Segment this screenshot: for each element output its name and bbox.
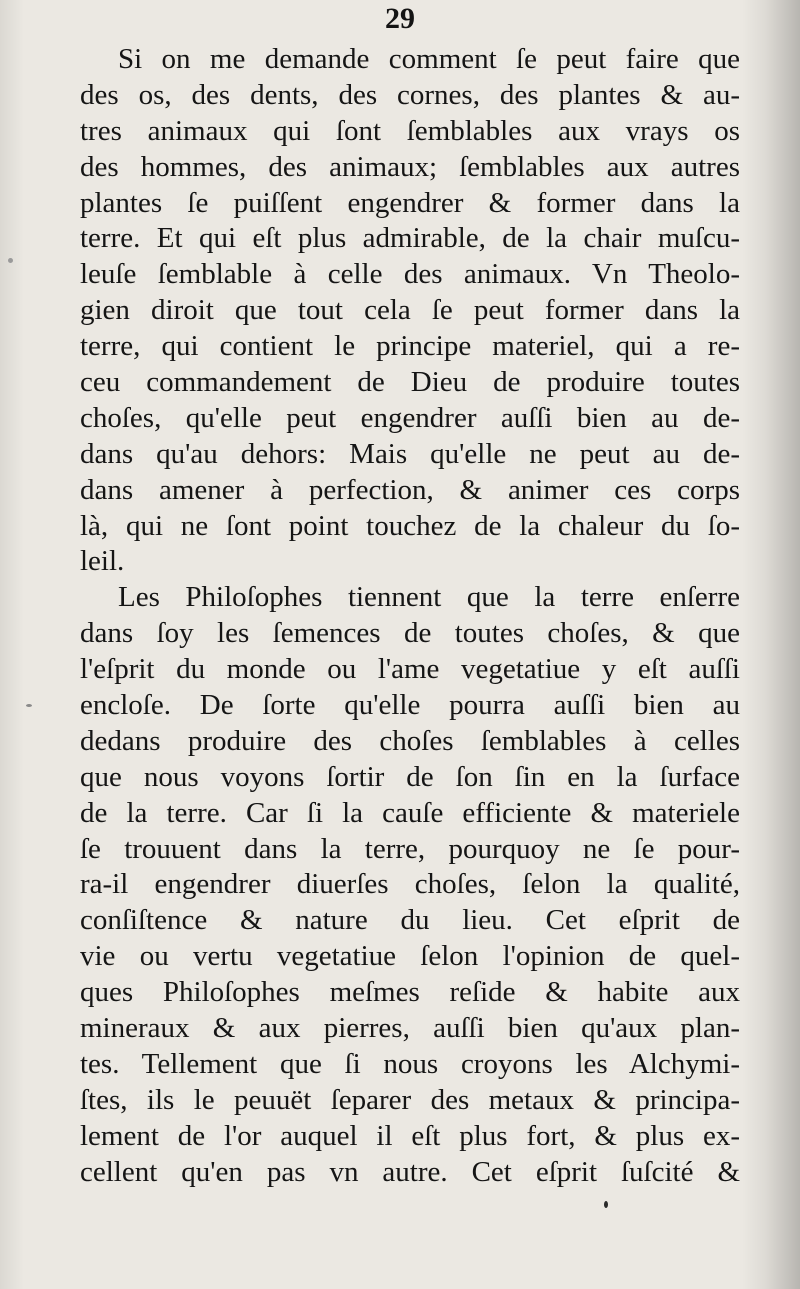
text-line: conſiſtence & nature du lieu. Cet eſprit de	[80, 904, 740, 937]
text-line: tres animaux qui ſont ſemblables aux vrays os	[80, 114, 740, 147]
paragraph-1	[80, 42, 740, 580]
text-line: des hommes, des animaux; ſemblables aux autres	[80, 150, 740, 183]
text-line: gien diroit que tout cela ſe peut former dans la	[80, 294, 740, 327]
text-line: terre. Et qui eſt plus admirable, de la chair muſcu-	[80, 222, 740, 255]
text-line: des os, des dents, des cornes, des plantes & au-	[80, 78, 740, 111]
text-line: vie ou vertu vegetatiue ſelon l'opinion de quel-	[80, 940, 740, 973]
ink-speck	[26, 704, 32, 707]
text-line: dedans produire des choſes ſemblables à celles	[80, 724, 740, 757]
text-line: ceu commandement de Dieu de produire toutes	[80, 366, 740, 399]
text-line: leuſe ſemblable à celle des animaux. Vn Theolo-	[80, 258, 740, 291]
text-line: ra-il engendrer diuerſes choſes, ſelon la qualité,	[80, 868, 740, 901]
page-left-shadow	[0, 0, 24, 1289]
text-line: de la terre. Car ſi la cauſe efficiente & materiele	[80, 796, 740, 829]
paragraph-2	[80, 580, 740, 1190]
ink-speck	[8, 258, 13, 263]
text-line: là, qui ne ſont point touchez de la chaleur du ſo-	[80, 509, 740, 542]
text-line: dans amener à perfection, & animer ces corps	[80, 473, 740, 506]
text-line: ſtes, ils le peuuët ſeparer des metaux & principa-	[80, 1083, 740, 1116]
text-line: dans qu'au dehors: Mais qu'elle ne peut au de-	[80, 437, 740, 470]
text-line: ques Philoſophes meſmes reſide & habite aux	[80, 976, 740, 1009]
page-number: 29	[385, 2, 415, 35]
text-line: cellent qu'en pas vn autre. Cet eſprit ſuſcité &	[80, 1155, 740, 1188]
text-line: dans ſoy les ſemences de toutes choſes, & que	[80, 617, 740, 650]
text-line: tes. Tellement que ſi nous croyons les Alchymi-	[80, 1047, 740, 1080]
text-line: que nous voyons ſortir de ſon ſin en la ſurface	[80, 760, 740, 793]
text-line: lement de l'or auquel il eſt plus fort, & plus ex-	[80, 1119, 740, 1152]
body-text	[80, 42, 740, 1191]
text-line: l'eſprit du monde ou l'ame vegetatiue y eſt auſſi	[80, 653, 740, 686]
text-line: terre, qui contient le principe materiel, qui a re-	[80, 330, 740, 363]
text-line: leil.	[80, 545, 125, 578]
text-line: mineraux & aux pierres, auſſi bien qu'aux plan-	[80, 1012, 740, 1045]
text-line: Les Philoſophes tiennent que la terre enſerre	[118, 581, 740, 614]
text-line: choſes, qu'elle peut engendrer auſſi bien au de-	[80, 401, 740, 434]
text-line: ſe trouuent dans la terre, pourquoy ne ſe pour-	[80, 832, 740, 865]
text-line: encloſe. De ſorte qu'elle pourra auſſi bien au	[80, 689, 740, 722]
text-line: plantes ſe puiſſent engendrer & former dans la	[80, 186, 740, 219]
text-line: Si on me demande comment ſe peut faire que	[118, 43, 740, 75]
page-right-shadow	[742, 0, 800, 1289]
ink-speck	[604, 1201, 608, 1208]
